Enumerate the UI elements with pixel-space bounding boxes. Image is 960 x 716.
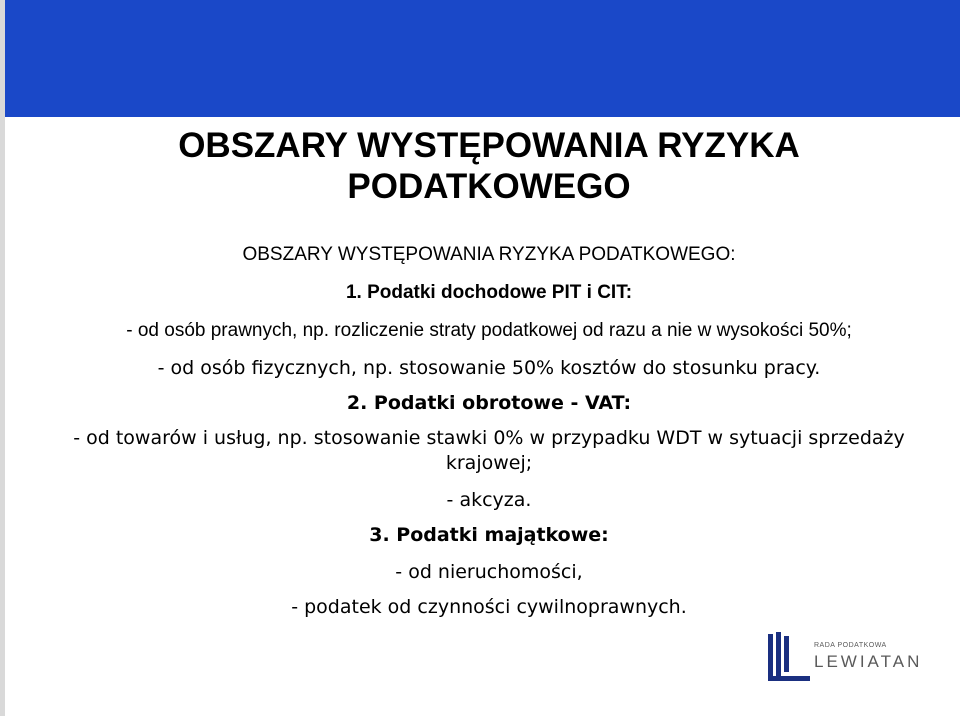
section-2-item-2: - akcyza. — [446, 489, 532, 511]
section-2-item-1-line-1: - od towarów i usług, np. stosowanie stawki 0% w przypadku WDT w sytuacji sprzedaży — [73, 427, 905, 449]
slide-title-line-1: OBSZARY WYSTĘPOWANIA RYZYKA — [178, 126, 800, 165]
section-2-item-1-line-2: krajowej; — [445, 452, 533, 474]
section-1-title: 1. Podatki dochodowe PIT i CIT: — [345, 282, 633, 303]
lewiatan-logo — [768, 632, 923, 684]
logo-subtitle: RADA PODATKOWA — [814, 642, 887, 649]
section-3-item-1: - od nieruchomości, — [395, 561, 583, 583]
section-3-item-2: - podatek od czynności cywilnoprawnych. — [291, 596, 687, 618]
slide-title-line-2: PODATKOWEGO — [347, 167, 631, 206]
section-1-item-2: - od osób fizycznych, np. stosowanie 50% kosztów do stosunku pracy. — [157, 357, 821, 379]
section-2-title: 2. Podatki obrotowe - VAT: — [346, 392, 632, 414]
lewiatan-logo-mark-icon — [768, 632, 812, 684]
logo-name: LEWIATAN — [814, 652, 923, 671]
section-3-title: 3. Podatki majątkowe: — [369, 524, 609, 546]
body-heading: OBSZARY WYSTĘPOWANIA RYZYKA PODATKOWEGO: — [242, 244, 736, 265]
section-1-item-1: - od osób prawnych, np. rozliczenie straty podatkowej od razu a nie w wysokości 50%; — [126, 320, 852, 341]
